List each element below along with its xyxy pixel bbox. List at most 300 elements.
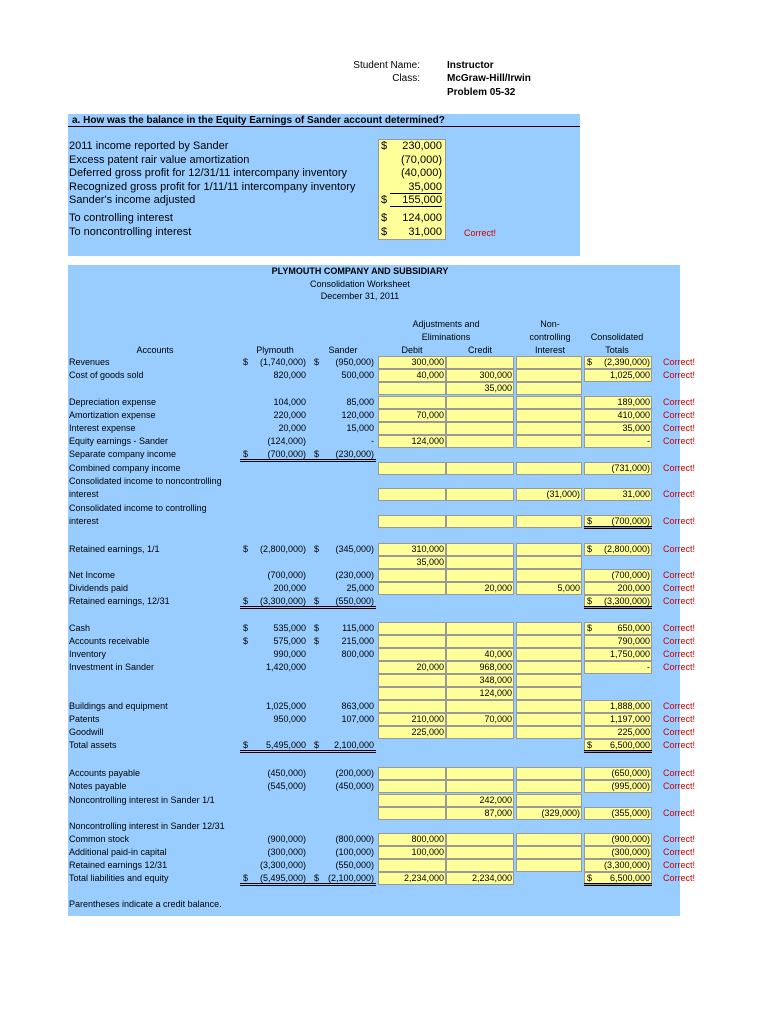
class-value: McGraw-Hill/Irwin <box>447 73 531 84</box>
status-correct: Correct! <box>663 808 696 818</box>
plymouth-value: (900,000) <box>267 834 306 844</box>
input-cell[interactable] <box>378 582 446 595</box>
input-cell[interactable] <box>378 622 446 635</box>
consolidated-total[interactable]: 410,000 <box>617 410 650 420</box>
dollar-sign: $ <box>587 873 593 883</box>
consolidated-total[interactable]: (2,800,000) <box>603 544 650 554</box>
input-cell[interactable] <box>516 622 582 635</box>
part-a-dollar-sign: $ <box>381 194 388 206</box>
credit-value[interactable]: 20,000 <box>484 583 512 593</box>
dollar-sign: $ <box>243 449 249 459</box>
account-label: Revenues <box>69 357 110 367</box>
sander-value: 25,000 <box>346 583 374 593</box>
consolidated-total[interactable]: (355,000) <box>611 808 650 818</box>
consolidated-total[interactable]: (650,000) <box>611 768 650 778</box>
credit-value[interactable]: 124,000 <box>479 688 512 698</box>
col-nci-line3: Interest <box>534 345 565 355</box>
input-cell[interactable] <box>446 422 514 435</box>
status-correct: Correct! <box>663 860 696 870</box>
sander-value: 85,000 <box>346 397 374 407</box>
input-cell[interactable] <box>516 396 582 409</box>
sander-value: 115,000 <box>342 623 374 633</box>
sander-value: 2,100,000 <box>333 740 374 750</box>
plymouth-value: (300,000) <box>267 847 306 857</box>
account-label: Consolidated income to controlling <box>69 503 207 513</box>
plymouth-value: 990,000 <box>273 649 306 659</box>
double-underline <box>240 606 376 609</box>
input-cell[interactable] <box>378 396 446 409</box>
consolidated-total[interactable]: 35,000 <box>622 423 650 433</box>
debit-value[interactable]: 2,234,000 <box>403 873 444 883</box>
status-correct: Correct! <box>663 740 696 750</box>
input-cell[interactable] <box>378 859 446 872</box>
col-nci-line2: controlling <box>529 332 571 342</box>
col-plymouth: Plymouth <box>256 345 294 355</box>
debit-value[interactable]: 310,000 <box>411 544 444 554</box>
consolidated-total[interactable]: 1,197,000 <box>609 714 650 724</box>
col-adj-line2: Eliminations <box>421 332 471 342</box>
sander-dollar-sign: $ <box>314 740 320 750</box>
status-correct: Correct! <box>663 636 696 646</box>
input-cell[interactable] <box>516 648 582 661</box>
status-correct: Correct! <box>663 596 696 606</box>
plymouth-value: (3,300,000) <box>259 596 306 606</box>
sander-dollar-sign: $ <box>314 357 320 367</box>
credit-value[interactable]: 348,000 <box>479 675 512 685</box>
part-a-row-label: To noncontrolling interest <box>69 226 192 238</box>
input-cell[interactable] <box>446 846 514 859</box>
consolidated-total[interactable]: (700,000) <box>611 516 650 526</box>
part-a-dollar-sign: $ <box>381 226 388 238</box>
input-cell[interactable] <box>378 794 446 807</box>
plymouth-value: (700,000) <box>267 570 306 580</box>
consolidated-total[interactable]: (2,390,000) <box>603 357 650 367</box>
account-label: Interest expense <box>69 423 136 433</box>
sander-value: (2,100,000) <box>327 873 374 883</box>
account-label: Dividends paid <box>69 583 129 593</box>
dollar-sign: $ <box>243 873 249 883</box>
sander-value: (230,000) <box>335 449 374 459</box>
part-a-row-label: Excess patent rair value amortization <box>69 154 250 166</box>
dollar-sign: $ <box>243 636 249 646</box>
account-label: Cost of goods sold <box>69 370 144 380</box>
part-a-row-value[interactable]: 230,000 <box>402 140 442 152</box>
plymouth-value: 5,495,000 <box>265 740 306 750</box>
account-label: Consolidated income to noncontrolling <box>69 476 222 486</box>
plymouth-value: 1,420,000 <box>265 662 306 672</box>
part-a-row-label: 2011 income reported by Sander <box>69 140 229 152</box>
account-label: Cash <box>69 623 91 633</box>
input-cell[interactable] <box>516 543 582 556</box>
plymouth-value: 220,000 <box>273 410 306 420</box>
col-debit: Debit <box>401 345 423 355</box>
sander-value: 800,000 <box>341 649 374 659</box>
input-cell[interactable] <box>378 648 446 661</box>
account-label: Separate company income <box>69 449 177 459</box>
input-cell[interactable] <box>516 369 582 382</box>
account-label: interest <box>69 489 99 499</box>
col-sander: Sander <box>328 345 358 355</box>
input-cell[interactable] <box>516 687 582 700</box>
plymouth-value: 950,000 <box>273 714 306 724</box>
status-correct: Correct! <box>663 781 696 791</box>
status-correct: Correct! <box>663 583 696 593</box>
consolidated-total[interactable]: (700,000) <box>611 570 650 580</box>
input-cell[interactable] <box>378 780 446 793</box>
debit-value[interactable]: 40,000 <box>416 370 444 380</box>
credit-value[interactable]: 87,000 <box>484 808 512 818</box>
consolidated-total[interactable]: 1,888,000 <box>609 701 650 711</box>
consolidated-total[interactable]: 225,000 <box>617 727 650 737</box>
dollar-sign: $ <box>587 623 593 633</box>
input-cell[interactable] <box>516 846 582 859</box>
sander-dollar-sign: $ <box>314 449 320 459</box>
account-label: Investment in Sander <box>69 662 155 672</box>
double-underline <box>240 459 376 462</box>
sander-value: 120,000 <box>341 410 374 420</box>
debit-value[interactable]: 800,000 <box>411 834 444 844</box>
plymouth-value: (545,000) <box>267 781 306 791</box>
consolidated-total[interactable]: 6,500,000 <box>609 873 650 883</box>
account-label: Notes payable <box>69 781 127 791</box>
input-cell[interactable] <box>516 556 582 569</box>
dollar-sign: $ <box>243 623 249 633</box>
sander-value: 215,000 <box>341 636 374 646</box>
input-cell[interactable] <box>516 422 582 435</box>
account-label: Common stock <box>69 834 130 844</box>
input-cell[interactable] <box>516 356 582 369</box>
consolidated-total[interactable]: 650,000 <box>617 623 650 633</box>
status-correct: Correct! <box>663 463 696 473</box>
credit-value[interactable]: 968,000 <box>479 662 512 672</box>
debit-value[interactable]: 70,000 <box>416 410 444 420</box>
consolidated-total[interactable]: (995,000) <box>611 781 650 791</box>
status-correct: Correct! <box>663 847 696 857</box>
plymouth-value: 575,000 <box>273 636 306 646</box>
part-a-row-value[interactable]: 155,000 <box>390 194 442 207</box>
plymouth-value: (2,800,000) <box>259 544 306 554</box>
account-label: Additional paid-in capital <box>69 847 167 857</box>
input-cell[interactable] <box>516 462 582 475</box>
dollar-sign: $ <box>587 516 593 526</box>
sander-value: (550,000) <box>335 596 374 606</box>
sander-value: (230,000) <box>335 570 374 580</box>
input-cell[interactable] <box>446 780 514 793</box>
account-label: Accounts receivable <box>69 636 150 646</box>
consolidated-total[interactable]: (3,300,000) <box>603 860 650 870</box>
input-cell[interactable] <box>516 674 582 687</box>
account-label: Equity earnings - Sander <box>69 436 169 446</box>
sander-value: (200,000) <box>335 768 374 778</box>
input-cell[interactable] <box>516 435 582 448</box>
worksheet-footer: Parentheses indicate a credit balance. <box>69 899 222 909</box>
input-cell[interactable] <box>446 767 514 780</box>
dollar-sign: $ <box>243 357 249 367</box>
student-label: Student Name: <box>353 60 420 71</box>
status-correct: Correct! <box>663 649 696 659</box>
part-a-row-label: Recognized gross profit for 1/11/11 intercompany inventory <box>69 181 356 193</box>
part-a-dollar-sign: $ <box>381 212 388 224</box>
input-cell[interactable] <box>446 833 514 846</box>
input-cell[interactable] <box>378 382 446 395</box>
account-label: Accounts payable <box>69 768 141 778</box>
input-cell[interactable] <box>446 635 514 648</box>
status-correct: Correct! <box>663 410 696 420</box>
nci-value[interactable]: (31,000) <box>546 489 580 499</box>
input-cell[interactable] <box>378 488 446 501</box>
debit-value[interactable]: 225,000 <box>411 727 444 737</box>
debit-value[interactable]: 35,000 <box>416 557 444 567</box>
status-correct: Correct! <box>663 623 696 633</box>
question-divider <box>68 126 580 127</box>
plymouth-value: (450,000) <box>267 768 306 778</box>
total-double-underline <box>584 750 652 753</box>
input-cell[interactable] <box>378 422 446 435</box>
dollar-sign: $ <box>243 740 249 750</box>
consolidated-total[interactable]: 31,000 <box>622 489 650 499</box>
input-cell[interactable] <box>516 780 582 793</box>
input-cell[interactable] <box>378 700 446 713</box>
consolidated-total[interactable]: (900,000) <box>611 834 650 844</box>
account-label: Retained earnings, 1/1 <box>69 544 160 554</box>
status-correct: Correct! <box>663 423 696 433</box>
input-cell[interactable] <box>516 833 582 846</box>
plymouth-value: (700,000) <box>267 449 306 459</box>
input-cell[interactable] <box>446 569 514 582</box>
account-label: Retained earnings, 12/31 <box>69 596 170 606</box>
account-label: Inventory <box>69 649 107 659</box>
input-cell[interactable] <box>446 622 514 635</box>
status-correct: Correct! <box>663 701 696 711</box>
col-tot-line2: Totals <box>605 345 629 355</box>
input-cell[interactable] <box>446 859 514 872</box>
consolidated-total[interactable]: 189,000 <box>617 397 650 407</box>
part-a-row-value[interactable]: 35,000 <box>390 181 442 194</box>
account-label: Patents <box>69 714 100 724</box>
account-label: Noncontrolling interest in Sander 1/1 <box>69 795 215 805</box>
account-label: Combined company income <box>69 463 181 473</box>
debit-value[interactable]: 20,000 <box>416 662 444 672</box>
credit-value[interactable]: 2,234,000 <box>471 873 512 883</box>
input-cell[interactable] <box>516 569 582 582</box>
col-tot-line1: Consolidated <box>590 332 644 342</box>
input-cell[interactable] <box>446 409 514 422</box>
sander-dollar-sign: $ <box>314 623 320 633</box>
status-correct: Correct! <box>663 370 696 380</box>
status-correct: Correct! <box>663 834 696 844</box>
account-label: Amortization expense <box>69 410 156 420</box>
dollar-sign: $ <box>587 544 593 554</box>
status-correct: Correct! <box>663 873 696 883</box>
input-cell[interactable] <box>446 435 514 448</box>
account-label: Noncontrolling interest in Sander 12/31 <box>69 821 225 831</box>
plymouth-value: (3,300,000) <box>259 860 306 870</box>
sander-value: (950,000) <box>335 357 374 367</box>
sander-dollar-sign: $ <box>314 636 320 646</box>
nci-value[interactable]: (329,000) <box>541 808 580 818</box>
sander-value: 15,000 <box>346 423 374 433</box>
account-label: Total assets <box>69 740 117 750</box>
input-cell[interactable] <box>446 488 514 501</box>
sander-dollar-sign: $ <box>314 873 320 883</box>
total-double-underline <box>584 526 652 529</box>
status-correct: Correct! <box>663 397 696 407</box>
dollar-sign: $ <box>243 544 249 554</box>
debit-value[interactable]: 100,000 <box>411 847 444 857</box>
sander-value: (800,000) <box>335 834 374 844</box>
account-label: Buildings and equipment <box>69 701 168 711</box>
sander-value: (345,000) <box>335 544 374 554</box>
debit-value[interactable]: 300,000 <box>411 357 444 367</box>
consolidated-total[interactable]: (731,000) <box>611 463 650 473</box>
consolidated-total[interactable]: 1,025,000 <box>609 370 650 380</box>
plymouth-value: (1,740,000) <box>259 357 306 367</box>
status-correct: Correct! <box>663 662 696 672</box>
dollar-sign: $ <box>243 596 249 606</box>
input-cell[interactable] <box>446 356 514 369</box>
consolidated-total[interactable]: - <box>647 662 650 672</box>
input-cell[interactable] <box>446 543 514 556</box>
input-cell[interactable] <box>446 462 514 475</box>
class-label: Class: <box>392 73 420 84</box>
status-correct: Correct! <box>663 436 696 446</box>
plymouth-value: 820,000 <box>273 370 306 380</box>
plymouth-value: (5,495,000) <box>259 873 306 883</box>
status-correct: Correct! <box>663 727 696 737</box>
double-underline <box>240 750 376 753</box>
input-cell[interactable] <box>378 569 446 582</box>
sander-value: (450,000) <box>335 781 374 791</box>
sander-value: 107,000 <box>341 714 374 724</box>
worksheet-company: PLYMOUTH COMPANY AND SUBSIDIARY <box>271 266 449 276</box>
status-correct: Correct! <box>663 768 696 778</box>
part-a-row-value[interactable]: 31,000 <box>408 226 442 238</box>
input-cell[interactable] <box>516 859 582 872</box>
worksheet-subtitle: Consolidation Worksheet <box>310 279 410 289</box>
status-correct: Correct! <box>663 489 696 499</box>
consolidated-total[interactable]: 200,000 <box>617 583 650 593</box>
account-label: Goodwill <box>69 727 104 737</box>
consolidated-total[interactable]: (300,000) <box>611 847 650 857</box>
input-cell[interactable] <box>446 556 514 569</box>
col-credit: Credit <box>467 345 492 355</box>
student-value: Instructor <box>447 60 494 71</box>
input-cell[interactable] <box>446 396 514 409</box>
input-cell[interactable] <box>516 726 582 739</box>
col-adj-line1: Adjustments and <box>412 319 480 329</box>
status-correct: Correct! <box>663 544 696 554</box>
input-cell[interactable] <box>378 807 446 820</box>
plymouth-value: 1,025,000 <box>265 701 306 711</box>
sander-value: - <box>371 436 374 446</box>
input-cell[interactable] <box>446 515 514 528</box>
plymouth-value: (124,000) <box>267 436 306 446</box>
status-correct: Correct! <box>663 357 696 367</box>
input-cell[interactable] <box>516 767 582 780</box>
part-a-row-value[interactable]: 124,000 <box>402 212 442 224</box>
credit-value[interactable]: 35,000 <box>484 383 512 393</box>
input-cell[interactable] <box>446 726 514 739</box>
input-cell[interactable] <box>378 687 446 700</box>
plymouth-value: 535,000 <box>273 623 306 633</box>
dollar-sign: $ <box>587 596 593 606</box>
input-cell[interactable] <box>516 515 582 528</box>
debit-value[interactable]: 210,000 <box>411 714 444 724</box>
plymouth-value: 20,000 <box>278 423 306 433</box>
status-correct: Correct! <box>663 714 696 724</box>
sander-value: 500,000 <box>341 370 374 380</box>
part-a-row-label: Sander's income adjusted <box>69 194 196 206</box>
part-a-status: Correct! <box>464 228 497 238</box>
input-cell[interactable] <box>378 635 446 648</box>
credit-value[interactable]: 40,000 <box>484 649 512 659</box>
input-cell[interactable] <box>516 661 582 674</box>
total-double-underline <box>584 883 652 886</box>
plymouth-value: 200,000 <box>273 583 306 593</box>
col-nci-line1: Non- <box>540 319 560 329</box>
sander-dollar-sign: $ <box>314 544 320 554</box>
input-cell[interactable] <box>516 700 582 713</box>
input-cell[interactable] <box>516 713 582 726</box>
consolidated-total[interactable]: 790,000 <box>617 636 650 646</box>
col-accounts: Accounts <box>136 345 174 355</box>
input-cell[interactable] <box>516 409 582 422</box>
problem-label: Problem 05-32 <box>447 87 516 98</box>
header <box>300 59 600 101</box>
sander-value: (550,000) <box>335 860 374 870</box>
account-label: Total liabilities and equity <box>69 873 169 883</box>
nci-value[interactable]: 5,000 <box>557 583 580 593</box>
double-underline <box>240 883 376 886</box>
plymouth-value: 104,000 <box>273 397 306 407</box>
input-cell[interactable] <box>378 515 446 528</box>
credit-value[interactable]: 70,000 <box>484 714 512 724</box>
credit-value[interactable]: 300,000 <box>479 370 512 380</box>
part-a-dollar-sign: $ <box>381 140 388 152</box>
dollar-sign: $ <box>587 740 593 750</box>
input-cell[interactable] <box>446 700 514 713</box>
part-a-row-value[interactable]: (70,000) <box>401 154 442 166</box>
credit-value[interactable]: 242,000 <box>479 795 512 805</box>
part-a-row-value[interactable]: (40,000) <box>401 167 442 179</box>
sander-dollar-sign: $ <box>314 596 320 606</box>
account-label: Net Income <box>69 570 116 580</box>
account-label: Retained earnings 12/31 <box>69 860 168 870</box>
consolidated-total[interactable]: 1,750,000 <box>609 649 650 659</box>
input-cell[interactable] <box>378 767 446 780</box>
input-cell[interactable] <box>516 794 582 807</box>
input-cell[interactable] <box>378 462 446 475</box>
account-label: interest <box>69 516 99 526</box>
account-label: Depreciation expense <box>69 397 157 407</box>
part-a-row-label: Deferred gross profit for 12/31/11 intercompany inventory <box>69 167 347 179</box>
dollar-sign: $ <box>587 357 593 367</box>
input-cell[interactable] <box>378 674 446 687</box>
consolidated-total[interactable]: (3,300,000) <box>603 596 650 606</box>
part-a-question: a. How was the balance in the Equity Earnings of Sander account determined? <box>72 115 445 126</box>
total-double-underline <box>584 606 652 609</box>
consolidated-total[interactable]: 6,500,000 <box>609 740 650 750</box>
consolidated-total[interactable]: - <box>647 436 650 446</box>
status-correct: Correct! <box>663 570 696 580</box>
debit-value[interactable]: 124,000 <box>411 436 444 446</box>
input-cell[interactable] <box>516 635 582 648</box>
part-a-row-label: To controlling interest <box>69 212 173 224</box>
status-correct: Correct! <box>663 516 696 526</box>
sander-value: (100,000) <box>335 847 374 857</box>
input-cell[interactable] <box>516 382 582 395</box>
worksheet-date: December 31, 2011 <box>320 291 400 301</box>
